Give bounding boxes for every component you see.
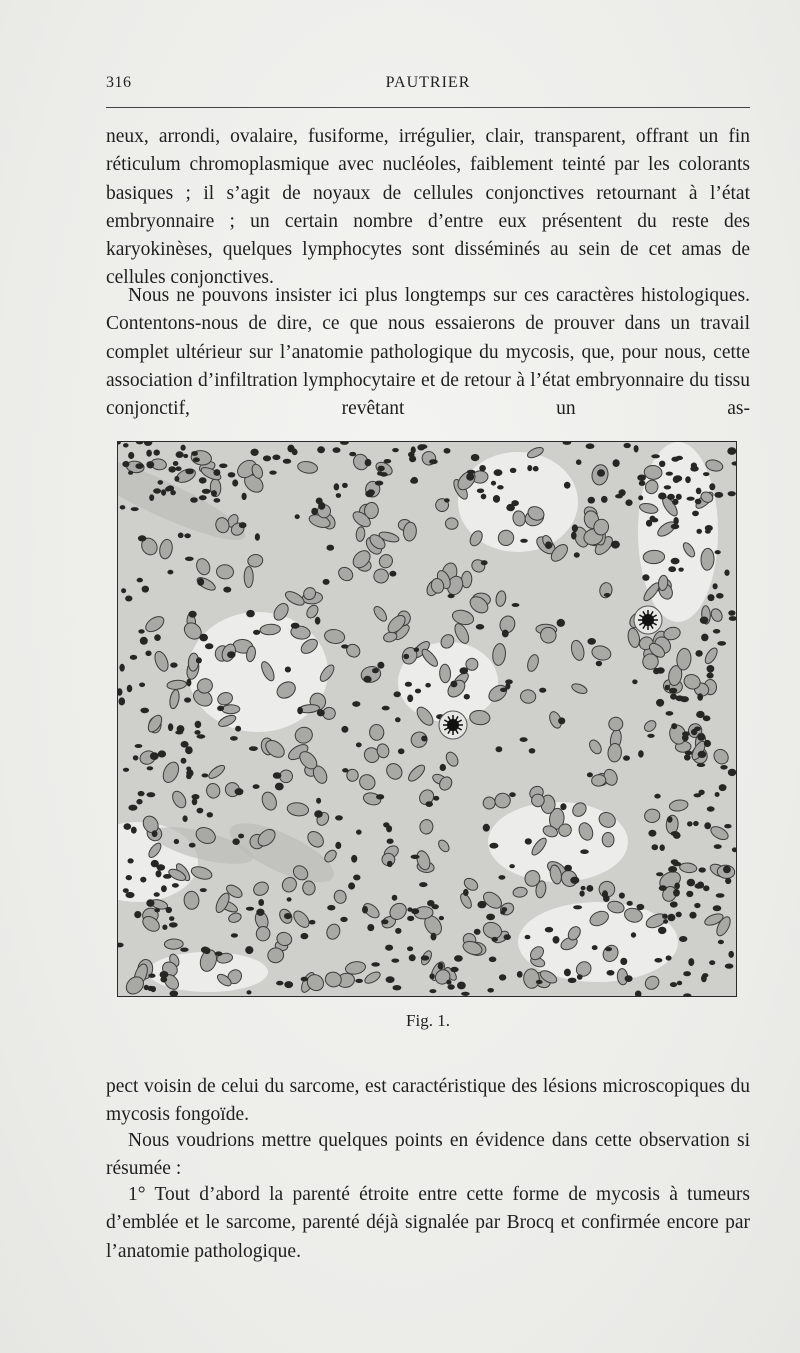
page-header	[106, 74, 750, 98]
header-rule	[106, 107, 750, 108]
page-number: 316	[106, 74, 132, 91]
paragraph-points: Nous voudrions mettre quelques points en évidence dans cette observation si résumée :	[106, 1130, 750, 1180]
figure-caption: Fig. 1.	[406, 1011, 450, 1030]
paragraph-sarcoma: pect voisin de celui du sarcome, est caractéristique des lésions microscopiques du mycosis fongoïde.	[106, 1076, 750, 1126]
histology-micrograph-illustration	[118, 442, 736, 996]
paragraph-point-one: 1° Tout d’abord la parenté étroite entre cette forme de mycosis à tumeurs d’emblée et le sarcome, parenté déjà signalée par Brocq et confirmée encore par l’anatomie pathologique.	[106, 1184, 750, 1262]
paragraph-histology: Nous ne pouvons insister ici plus longtemps sur ces caractères histologiques. Contentons-nous de dire, ce que nous essaierons de prouver dans un travail complet ultérieur sur l’anatomie pathologique du mycosis, que, pour nous, cette association d’infiltration lymphocytaire et de retour à l’état embryonnaire du tissu conjonctif, revêtant un as-	[106, 285, 750, 420]
paragraph-continuation: neux, arrondi, ovalaire, fusiforme, irrégulier, clair, transparent, offrant un fin réticulum chromoplasmique avec nucléoles, faiblement teinté par les colorants basiques ; il s’agit de noyaux de cellules conjonctives retournant à l’état embryonnaire ; un certain nombre d’entre eux présentent du reste des karyokinèses, quelques lymphocytes sont disséminés au sein de cet amas de cellules conjonctives.	[106, 126, 750, 289]
histology-figure	[117, 441, 737, 997]
running-title: PAUTRIER	[385, 74, 471, 91]
